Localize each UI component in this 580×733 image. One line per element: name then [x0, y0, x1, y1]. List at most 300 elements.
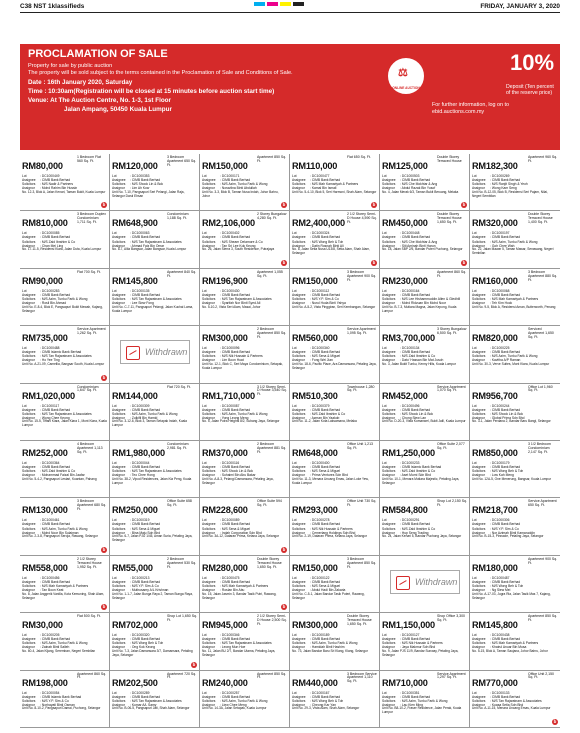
listing-card-withdrawn	[380, 556, 470, 613]
assignor-label: Assignor	[472, 243, 485, 248]
lot-row: Lot : DC1000171	[202, 174, 240, 178]
solicitors-row: Solicitors : M/S Y.P. Sim & Co	[112, 583, 159, 588]
listing-price: RM240,000	[202, 677, 248, 688]
lot-row: Lot : DC1000205	[22, 633, 60, 638]
solicitors-value: M/S Azim, Tunku Farik & Wong	[311, 641, 358, 646]
assignee-row: Assignee : CIMB Bank Berhad	[22, 522, 71, 527]
solicitors-row: Solicitors : M/S Sena & Miguel	[292, 469, 341, 474]
assignor-value: Zulkifli Bin Hamid	[131, 415, 158, 420]
property-address: Unit No. 15-5, Tiffani Kiara, Jalan Kiara 1, Mont Kiara, Kuala Lumpur	[22, 419, 107, 428]
listing-price: RM145,800	[472, 620, 518, 631]
bid-badge-icon: b	[553, 718, 557, 724]
assignor-label: Assignor	[112, 473, 125, 478]
lot-row: Lot : DC1000134	[382, 346, 420, 351]
solicitors-label: Solicitors	[292, 469, 306, 474]
lot-row: Lot : DC1000122	[292, 575, 330, 580]
assignor-label: Assignor	[202, 645, 215, 650]
lot-number: DC1000189	[311, 633, 330, 638]
lot-number: DC1000487	[491, 575, 510, 580]
listing-price: RM202,500	[112, 677, 158, 688]
solicitors-value: M/S Tan Rajaratnam & Associates	[41, 411, 92, 416]
assignee-value: CIMB Bank Berhad	[491, 465, 521, 470]
lot-number: DC1000233	[401, 460, 420, 465]
solicitors-row: Solicitors : M/S Tan Rajaratnam & Associates	[202, 296, 272, 301]
solicitors-value: M/S Wong Beh & Toh	[131, 641, 164, 646]
assignee-label: Assignee	[202, 465, 216, 470]
lot-label: Lot	[382, 633, 387, 638]
assignor-row: Assignor : Zulkifli Bin Hamid	[112, 415, 158, 420]
solicitors-label: Solicitors	[202, 239, 216, 244]
lot-number: DC1000430	[221, 288, 240, 293]
listing-price: RM150,000	[202, 161, 248, 171]
assignor-row: Assignor : Liew Chee Meng	[202, 702, 247, 707]
assignor-row: Assignor : Low Kah Meng	[472, 473, 514, 478]
solicitors-value: M/S Zaid Ibrahim & Co	[311, 411, 346, 416]
lot-number: DC1000379	[311, 403, 330, 408]
solicitors-label: Solicitors	[382, 182, 396, 187]
lot-row: Lot : DC1000135	[112, 288, 150, 293]
lot-number: DC1000309	[131, 403, 150, 408]
property-address: No. 17-11-5, Residensi Kiara, Jalan Duta, Kuala Lumpur	[22, 247, 102, 252]
listing-price: RM250,000	[112, 505, 158, 516]
assignor-label: Assignor	[22, 702, 35, 707]
property-address: Unit No. B-15-3, Pinnacle, Petaling Jaya, Selangor	[472, 534, 544, 539]
assignee-value: CIMB Bank Berhad	[401, 350, 431, 355]
assignor-value: Lim Boon Huat	[221, 358, 244, 363]
assignor-row: Assignor : Mohammad Faizal Bin Jaafar	[22, 473, 85, 478]
solicitors-value: M/S Azim, Tunku Farik & Wong	[221, 411, 268, 416]
property-type: Condominium 1,188 Sq. Ft.	[167, 212, 189, 221]
assignee-label: Assignee	[382, 350, 396, 355]
listing-price: RM280,000	[202, 562, 248, 573]
solicitors-value: M/S Wong Beh & Toh	[491, 469, 524, 474]
assignee-value: CIMB Bank Berhad	[221, 579, 251, 584]
lot-row: Lot : DC1000213	[112, 575, 150, 580]
lot-number: DC1000096	[221, 346, 240, 351]
assignee-row: Assignee : CIMB Bank Berhad	[382, 637, 431, 642]
assignor-label: Assignor	[292, 358, 305, 363]
assignor-label: Assignor	[382, 301, 395, 306]
solicitors-label: Solicitors	[22, 182, 36, 187]
solicitors-value: M/S Mah Kamariyah & Partners	[491, 296, 539, 301]
listing-price: RM648,000	[292, 447, 338, 458]
solicitors-label: Solicitors	[292, 641, 306, 646]
assignor-label: Assignor	[472, 588, 485, 593]
assignee-label: Assignee	[472, 235, 486, 240]
assignor-label: Assignor	[382, 358, 395, 363]
listing-card	[470, 441, 560, 498]
property-address: Unit No. A-11-15, Menara Uncang Emas, Kuala Lumpur	[472, 706, 551, 711]
solicitors-row: Solicitors : M/S Sena & Miguel	[202, 526, 251, 531]
assignee-row: Assignee : CIMB Bank Berhad	[202, 292, 251, 297]
assignee-row: Assignee : CIMB Islamic Bank Berhad	[22, 350, 82, 355]
lot-row: Lot : DC1000164	[382, 288, 420, 293]
lot-label: Lot	[382, 518, 387, 523]
assignor-value: Datin Rosnah Binti Ali	[311, 243, 344, 248]
solicitors-value: M/S Tan Rajaratnam & Associates	[491, 698, 542, 703]
solicitors-value: M/S Shook Lin & Bok	[491, 411, 523, 416]
property-address: Unit No. D-20-3, Vista Komanwel, Bukit Jalil, Kuala Lumpur	[382, 419, 466, 424]
auction-time: Time : 10:30am(Registration will be closed at 15 minutes before auction start time)	[28, 88, 275, 95]
listing-card	[110, 154, 200, 211]
assignee-label: Assignee	[382, 694, 396, 699]
lot-number: DC1000134	[401, 346, 420, 351]
bid-badge-icon: b	[192, 661, 196, 667]
lot-number: DC1000269	[491, 174, 510, 178]
assignor-row: Assignor : Norazlina Binti Abdullah	[202, 186, 257, 191]
assignor-label: Assignor	[22, 473, 35, 478]
property-type: Apartment 850 Sq. Ft.	[257, 671, 287, 680]
assignee-row: Assignee : CIMB Bank Berhad	[22, 292, 71, 297]
solicitors-row: Solicitors : M/S Che Mokhtar & Ang	[382, 239, 438, 244]
solicitors-label: Solicitors	[382, 469, 396, 474]
assignor-label: Assignor	[292, 588, 305, 593]
bid-badge-icon: b	[462, 202, 466, 208]
solicitors-value: M/S Tan Rajaratnam & Associates	[131, 469, 182, 474]
listing-card	[470, 556, 560, 613]
lot-number: DC1000164	[401, 288, 420, 293]
lot-number: DC1000063	[131, 231, 150, 236]
listing-price: RM2,400,000	[292, 218, 345, 229]
assignor-label: Assignor	[382, 243, 395, 248]
listing-card	[110, 211, 200, 268]
assignee-value: CIMB Bank Berhad	[221, 407, 251, 412]
assignee-row: Assignee : CIMB Bank Berhad	[292, 637, 341, 642]
assignee-value: CIMB Bank Berhad	[311, 407, 341, 412]
lot-label: Lot	[112, 288, 117, 293]
assignor-value: Kavitha A/P Raman	[491, 358, 521, 363]
assignee-label: Assignee	[112, 292, 126, 297]
lot-row: Lot : DC1000487	[472, 575, 510, 580]
assignor-row: Assignor : Chan Mei Ling	[22, 243, 64, 248]
assignee-row: Assignee : CIMB Bank Berhad	[472, 350, 521, 355]
assignee-value: CIMB Bank Berhad	[221, 465, 251, 470]
solicitors-value: M/S Sena & Miguel	[311, 469, 341, 474]
assignee-row: Assignee : CIMB Bank Berhad	[292, 292, 341, 297]
property-type: Service Apartment 650 Sq. Ft.	[528, 499, 557, 508]
listing-card	[200, 498, 290, 555]
listing-card	[470, 269, 560, 326]
property-address: No. 24, Jalan Kenari 5, Bandar Puchong Jaya, Selangor	[382, 534, 462, 539]
lot-row: Lot : DC1000430	[202, 288, 240, 293]
assignee-value: CIMB Bank Berhad	[311, 465, 341, 470]
lot-row: Lot : DC1000353	[112, 174, 150, 178]
property-type: 2 Bedroom Apartment 530 Sq. Ft.	[167, 556, 197, 569]
assignee-value: CIMB Bank Berhad	[311, 350, 341, 355]
property-type: 2 Bedroom Apartment 850 Sq. Ft.	[257, 327, 287, 339]
assignor-value: Dato' Hassan Bin Mat Jusoh	[401, 358, 444, 363]
assignee-row: Assignee : CIMB Bank Berhad	[472, 465, 521, 470]
listing-card	[290, 384, 380, 441]
property-type: Apartment 860 Sq. Ft.	[437, 269, 467, 278]
solicitors-row: Solicitors : M/S Zaid Ibrahim & Co	[292, 411, 346, 416]
assignor-value: Hamidah Binti Hashim	[311, 645, 345, 650]
assignor-row: Assignor : Bina Maju Sdn Bhd	[112, 530, 161, 535]
lot-row: Lot : DC1000189	[292, 633, 330, 638]
assignor-label: Assignor	[472, 473, 485, 478]
solicitors-label: Solicitors	[22, 469, 36, 474]
assignor-label: Assignor	[472, 186, 485, 191]
solicitors-value: M/S Tan Rajaratnam & Associates	[221, 641, 272, 646]
solicitors-label: Solicitors	[382, 641, 396, 646]
solicitors-label: Solicitors	[112, 526, 126, 531]
assignor-row: Assignor : Khairul Anuar Bin Musa	[472, 645, 527, 650]
assignee-label: Assignee	[112, 522, 126, 527]
assignee-label: Assignee	[292, 407, 306, 412]
assignor-value: Lau Kien Ming	[401, 702, 423, 707]
solicitors-row: Solicitors : M/S Wong Beh & Toh	[472, 469, 524, 474]
lot-number: DC1000257	[221, 690, 240, 695]
lot-label: Lot	[112, 403, 117, 408]
assignor-row: Assignor : Kumar A/L Samy	[112, 702, 157, 707]
lot-row: Lot : DC1000289	[112, 690, 150, 695]
property-address: No. 12-3, Blok A, Jalan Kenari, Taman Bukit, Kuala Lumpur	[22, 189, 106, 194]
lot-row: Lot : DC1000087	[202, 403, 240, 408]
solicitors-row: Solicitors : M/S Mah Kamariyah & Partners	[22, 583, 89, 588]
listing-price: RM30,000	[22, 620, 63, 631]
lot-row: Lot : DC1000324	[292, 231, 330, 236]
lot-row: Lot : DC1000197	[472, 231, 510, 236]
registration-marks	[254, 2, 304, 6]
assignee-label: Assignee	[382, 178, 396, 183]
listing-card	[290, 211, 380, 268]
listing-card	[380, 326, 470, 383]
assignee-row: Assignee : CIMB Bank Berhad	[22, 579, 71, 584]
property-type: 2 Bedroom Apartment 881 Sq. Ft.	[257, 441, 287, 454]
property-address: No. 5-15, Blok A, Taman Saujana, Johor Bahru, Johor	[472, 649, 548, 653]
solicitors-row: Solicitors : M/S Zaid Ibrahim & Co	[22, 239, 76, 244]
solicitors-value: M/S Y.P. Sim & Co	[41, 698, 69, 703]
assignee-row: Assignee : CIMB Bank Berhad	[202, 407, 251, 412]
assignee-row: Assignee : CIMB Islamic Bank Berhad	[22, 694, 82, 699]
assignee-label: Assignee	[292, 579, 306, 584]
property-address: Unit No. 29-3, Vista Alam, Shah Alam, Selangor	[292, 706, 360, 711]
assignor-label: Assignor	[112, 702, 125, 707]
assignor-row: Assignor : Lee Siew Fong	[112, 301, 154, 306]
solicitors-value: M/S Shearn Delamore & Co	[221, 239, 263, 244]
property-type: Double Storey Terraced House 1,650 Sq. Ft.	[437, 212, 462, 225]
bid-badge-icon: b	[102, 604, 106, 610]
assignee-row: Assignee : CIMB Bank Berhad	[292, 350, 341, 355]
listing-card	[380, 154, 470, 211]
listing-card	[20, 326, 110, 383]
solicitors-label: Solicitors	[202, 583, 216, 588]
listing-card	[380, 211, 470, 268]
assignee-row: Assignee : CIMB Bank Berhad	[292, 178, 341, 183]
assignee-row: Assignee : CIMB Bank Berhad	[22, 407, 71, 412]
solicitors-label: Solicitors	[112, 239, 126, 244]
assignee-row: Assignee : CIMB Bank Berhad	[382, 407, 431, 412]
lot-number: DC1000477	[311, 174, 330, 178]
assignee-label: Assignee	[472, 579, 486, 584]
assignor-row: Assignor : Lim Ah Kow	[112, 186, 150, 191]
assignee-row: Assignee : CIMB Bank Berhad	[472, 292, 521, 297]
property-address: Unit No. 11-2, Jalan Kota Laksamana, Melaka	[292, 419, 357, 424]
property-address: No. 9, Jalan PJS 11/9, Bandar Sunway, Petaling Jaya, Selangor	[382, 649, 459, 657]
listing-card	[470, 671, 560, 728]
property-type: 3 Bedroom Service Apartment 1,110 Sq. Ft.	[347, 671, 377, 684]
assignor-row: Assignor : Muthusamy A/L Krishnan	[112, 588, 169, 593]
assignor-value: Jaya Makmur Sdn Bhd	[401, 645, 436, 650]
assignee-value: CIMB Bank Berhad	[221, 694, 251, 699]
solicitors-value: M/S Mah Kamariyah & Partners	[491, 641, 539, 646]
assignor-row: Assignor : Fong Wei Jian	[292, 358, 333, 363]
lot-row: Lot : DC1000379	[292, 403, 330, 408]
listing-price: RM820,000	[472, 333, 518, 344]
assignor-value: Kumar A/L Samy	[131, 702, 157, 707]
assignor-row: Assignor : Wong Chee Keong	[22, 415, 70, 420]
property-address: Unit No. B-06-5, Pangsapuri Jati, Shah Alam, Selangor	[112, 706, 190, 711]
listing-price: RM120,000	[112, 161, 158, 171]
assignor-row: Assignor : Datin Rosnah Binti Ali	[292, 243, 344, 248]
assignor-row: Assignor : Ng Siew Mei	[472, 588, 511, 593]
property-address: Unit No. 12-1, Blok C, Seri Maya Condominium, Setapak, Kuala Lumpur	[202, 362, 283, 370]
listing-card	[290, 556, 380, 613]
lot-label: Lot	[472, 403, 477, 408]
listing-card	[20, 498, 110, 555]
solicitors-label: Solicitors	[112, 182, 126, 187]
withdrawn-label: Withdrawn	[415, 576, 458, 587]
solicitors-label: Solicitors	[22, 698, 36, 703]
property-type: Apartment 860 Sq. Ft.	[77, 671, 107, 680]
assignor-label: Assignor	[22, 530, 35, 535]
property-type: Apartment 1,055 Sq. Ft.	[257, 269, 283, 278]
lot-number: DC1000320	[131, 633, 150, 638]
bid-badge-icon: b	[102, 202, 106, 208]
assignor-label: Assignor	[112, 645, 125, 650]
assignor-label: Assignor	[472, 358, 485, 363]
assignee-value: CIMB Bank Berhad	[41, 178, 71, 183]
assignee-value: CIMB Bank Berhad	[221, 292, 251, 297]
solicitors-value: M/S Sena & Miguel	[311, 354, 341, 359]
solicitors-value: M/S Lee Hishammuddin Allen & Gledhill	[401, 296, 461, 301]
property-type: 3 1/2 Storey Semi-D House 3,540 Sq. Ft.	[257, 384, 287, 397]
assignee-label: Assignee	[202, 694, 216, 699]
assignor-row: Assignor : Tan Sri Lee Kok Keong	[202, 243, 256, 248]
lot-label: Lot	[22, 403, 27, 408]
solicitors-label: Solicitors	[292, 583, 306, 588]
property-address: No. 8-7, Alila Bangsar, Jalan Bangsar, Kuala Lumpur	[112, 247, 187, 252]
solicitors-label: Solicitors	[292, 182, 306, 187]
bid-badge-icon: b	[372, 259, 376, 265]
assignee-row: Assignee : CIMB Islamic Bank Berhad	[382, 465, 442, 470]
lot-number: DC1000319	[131, 518, 150, 523]
assignee-label: Assignee	[22, 694, 36, 699]
solicitors-label: Solicitors	[202, 296, 216, 301]
assignor-value: Ong Kok Keong	[131, 645, 156, 650]
listing-card	[470, 326, 560, 383]
assignor-value: Prima Ventures Sdn Bhd	[311, 473, 348, 478]
assignee-label: Assignee	[202, 407, 216, 412]
assignee-row: Assignee : CIMB Bank Berhad	[202, 637, 251, 642]
bid-badge-icon: b	[282, 604, 286, 610]
solicitors-label: Solicitors	[472, 526, 486, 531]
banner-line2: The property will be sold subject to the terms contained in the Proclamation of Sale and Conditions of Sale.	[28, 70, 293, 76]
withdrawn-label: Withdrawn	[145, 347, 188, 358]
assignee-value: CIMB Bank Berhad	[131, 465, 161, 470]
property-address: Unit No. 5-4-2, Pangsapuri Lestari, Kuantan, Pahang	[22, 476, 97, 481]
solicitors-row: Solicitors : M/S Y.P. Sim & Co	[472, 526, 519, 531]
property-address: Unit No. 5-4-10, Blok 5, Seri Harmoni, Shah Alam, Selangor	[292, 189, 377, 194]
lot-row: Lot : DC1000306	[472, 518, 510, 523]
lot-label: Lot	[202, 346, 207, 351]
lot-label: Lot	[292, 346, 297, 351]
property-type: Office Unit 1,213 Sq. Ft.	[347, 441, 374, 450]
lot-label: Lot	[112, 518, 117, 523]
assignor-row: Assignor : Cemerlang Holdings Sdn Bhd	[292, 530, 356, 535]
listing-price: RM228,600	[202, 505, 248, 516]
assignor-label: Assignor	[202, 702, 215, 707]
solicitors-row: Solicitors : M/S Nik Hussain & Partners	[202, 354, 263, 359]
assignee-row: Assignee : CIMB Bank Berhad	[112, 694, 161, 699]
assignee-label: Assignee	[202, 235, 216, 240]
bid-badge-icon: b	[462, 259, 466, 265]
solicitors-value: M/S Azim, Tunku Farik & Wong	[41, 641, 88, 646]
lot-number: DC1000353	[131, 174, 150, 178]
property-type: 3 1/2 Bedroom Condominium 2,147 Sq. Ft.	[528, 441, 551, 454]
solicitors-value: M/S Shook Lin & Bok	[131, 182, 163, 187]
assignee-value: CIMB Bank Berhad	[491, 350, 521, 355]
assignor-label: Assignor	[382, 415, 395, 420]
assignee-value: CIMB Bank Berhad	[221, 178, 251, 183]
assignor-label: Assignor	[202, 358, 215, 363]
property-type: Apartment 900 Sq. Ft.	[528, 556, 558, 565]
lot-number: DC1000456	[41, 575, 60, 580]
assignor-row: Assignor : Ho Yee Ting	[22, 358, 60, 363]
lot-label: Lot	[472, 690, 477, 695]
listing-card	[200, 671, 290, 728]
solicitors-label: Solicitors	[292, 526, 306, 531]
lot-row: Lot : DC1000233	[382, 460, 420, 465]
property-address: Unit No. C-7-11, Pangsapuri Pelangi, Jalan Kuchai Lama, Kuala Lumpur	[112, 304, 194, 313]
lot-label: Lot	[382, 174, 387, 178]
lot-number: DC1000171	[221, 174, 240, 178]
solicitors-value: M/S Che Mokhtar & Ang	[401, 182, 438, 187]
listing-card	[380, 498, 470, 555]
solicitors-value: M/S Azim, Tunku Farik & Wong	[221, 182, 268, 187]
lot-row: Lot : DC1000085	[22, 231, 60, 236]
assignee-value: CIMB Bank Berhad	[491, 235, 521, 240]
lot-number: DC1000087	[221, 403, 240, 408]
property-address: Unit No. 6-7, Jalan PJU 1/45, Aman Suria, Petaling Jaya, Selangor	[112, 534, 193, 543]
property-type: Condominium 2,981 Sq. Ft.	[167, 441, 189, 450]
solicitors-row: Solicitors : M/S Wong Beh & Toh	[292, 698, 344, 703]
solicitors-value: M/S Nik Hussain & Partners	[401, 641, 443, 646]
listing-card	[110, 441, 200, 498]
assignor-row: Assignor : Azman Bin Yaakob	[292, 415, 340, 420]
lot-label: Lot	[22, 518, 27, 523]
assignee-row: Assignee : CIMB Bank Berhad	[292, 407, 341, 412]
listing-card	[200, 556, 290, 613]
listing-card	[200, 269, 290, 326]
assignor-label: Assignor	[22, 301, 35, 306]
lot-label: Lot	[202, 690, 207, 695]
assignee-row: Assignee : CIMB Bank Berhad	[382, 522, 431, 527]
listing-card	[200, 154, 290, 211]
listings-grid	[20, 154, 560, 728]
property-address: No. 5-10-2, Vista Seri Alam, Masai, Johor	[202, 304, 261, 309]
lot-label: Lot	[22, 690, 27, 695]
solicitors-label: Solicitors	[112, 296, 126, 301]
property-type: 3 Bedroom Duplex Condominium 1,711 Sq. Ft.	[77, 212, 106, 225]
solicitors-row: Solicitors : M/S Azim, Tunku Farik & Wong	[292, 641, 358, 646]
assignee-label: Assignee	[22, 637, 36, 642]
assignor-value: Mohd Rahim Bin Hussin	[41, 186, 78, 191]
assignee-row: Assignee : CIMB Bank Berhad	[292, 522, 341, 527]
solicitors-value: M/S Tan Rajaratnam & Associates	[131, 239, 182, 244]
listing-price: RM196,900	[202, 275, 248, 286]
property-address: No. 26, Jalan Sierra 3, South Residence, Putrajaya	[202, 247, 275, 252]
